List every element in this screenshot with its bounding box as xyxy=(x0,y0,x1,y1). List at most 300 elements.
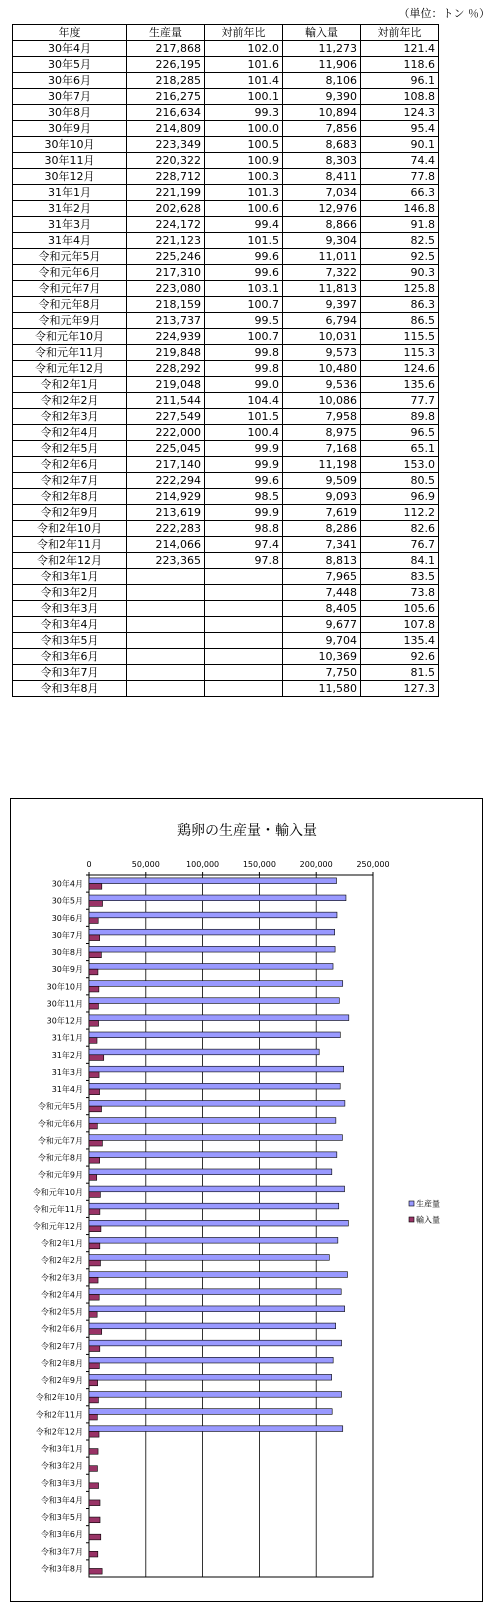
table-row xyxy=(13,665,439,681)
cell-period: 令和3年8月 xyxy=(13,681,127,697)
cell-production-yoy: 104.4 xyxy=(205,393,283,409)
cell-import: 9,573 xyxy=(283,345,361,361)
cell-production-yoy: 99.4 xyxy=(205,217,283,233)
cell-production-yoy: 99.5 xyxy=(205,313,283,329)
cell-import-yoy: 82.6 xyxy=(361,521,439,537)
unit-label: （単位：トン ％） xyxy=(398,7,490,20)
cell-period: 31年4月 xyxy=(13,233,127,249)
bar-import xyxy=(89,1277,98,1283)
bar-import xyxy=(89,1363,99,1369)
cell-period: 30年9月 xyxy=(13,121,127,137)
bar-import xyxy=(89,1089,100,1095)
category-label: 30年12月 xyxy=(46,1016,83,1026)
cell-production-yoy xyxy=(205,633,283,649)
cell-import: 11,813 xyxy=(283,281,361,297)
cell-import: 9,390 xyxy=(283,89,361,105)
cell-production: 202,628 xyxy=(127,201,205,217)
bar-import xyxy=(89,1346,100,1352)
cell-production xyxy=(127,569,205,585)
bar-import xyxy=(89,1466,97,1472)
cell-production-yoy: 98.8 xyxy=(205,521,283,537)
cell-import: 11,906 xyxy=(283,57,361,73)
cell-import-yoy: 89.8 xyxy=(361,409,439,425)
cell-production: 213,619 xyxy=(127,505,205,521)
cell-import-yoy: 84.1 xyxy=(361,553,439,569)
cell-production-yoy: 99.9 xyxy=(205,505,283,521)
cell-production: 223,080 xyxy=(127,281,205,297)
cell-import: 9,704 xyxy=(283,633,361,649)
cell-import-yoy: 107.8 xyxy=(361,617,439,633)
cell-production: 217,140 xyxy=(127,457,205,473)
bar-production xyxy=(89,1374,332,1380)
cell-production-yoy: 97.4 xyxy=(205,537,283,553)
cell-production xyxy=(127,633,205,649)
cell-production: 224,939 xyxy=(127,329,205,345)
bar-import xyxy=(89,1294,99,1300)
x-tick-label: 50,000 xyxy=(131,860,160,869)
cell-import: 9,536 xyxy=(283,377,361,393)
cell-production: 221,123 xyxy=(127,233,205,249)
table-row xyxy=(13,265,439,281)
bar-import xyxy=(89,969,98,975)
bar-import xyxy=(89,952,101,958)
category-label: 30年10月 xyxy=(46,982,83,992)
bar-production xyxy=(89,1323,336,1329)
cell-import: 8,813 xyxy=(283,553,361,569)
table-row xyxy=(13,521,439,537)
legend-label: 生産量 xyxy=(416,1199,440,1209)
cell-production-yoy xyxy=(205,617,283,633)
cell-production: 225,246 xyxy=(127,249,205,265)
cell-import: 11,580 xyxy=(283,681,361,697)
table-row xyxy=(13,585,439,601)
table-row xyxy=(13,473,439,489)
cell-production: 218,159 xyxy=(127,297,205,313)
bar-import xyxy=(89,1243,100,1249)
cell-import: 7,322 xyxy=(283,265,361,281)
cell-period: 令和2年4月 xyxy=(13,425,127,441)
category-label: 令和元年11月 xyxy=(32,1204,83,1214)
cell-production: 221,199 xyxy=(127,185,205,201)
category-label: 令和元年5月 xyxy=(37,1102,83,1112)
cell-production-yoy: 100.7 xyxy=(205,297,283,313)
bar-production xyxy=(89,1169,332,1175)
cell-import: 8,683 xyxy=(283,137,361,153)
cell-import-yoy: 80.5 xyxy=(361,473,439,489)
bar-import xyxy=(89,1209,100,1215)
cell-production-yoy: 97.8 xyxy=(205,553,283,569)
legend-swatch xyxy=(409,1201,414,1206)
cell-import: 11,198 xyxy=(283,457,361,473)
category-label: 31年2月 xyxy=(51,1050,83,1060)
cell-period: 31年3月 xyxy=(13,217,127,233)
category-label: 令和2年10月 xyxy=(35,1393,83,1403)
table-row xyxy=(13,537,439,553)
cell-period: 令和2年1月 xyxy=(13,377,127,393)
table-row xyxy=(13,57,439,73)
bar-import xyxy=(89,1260,100,1266)
cell-production-yoy xyxy=(205,681,283,697)
cell-import-yoy: 77.7 xyxy=(361,393,439,409)
cell-import-yoy: 90.1 xyxy=(361,137,439,153)
cell-production: 223,365 xyxy=(127,553,205,569)
cell-period: 令和2年6月 xyxy=(13,457,127,473)
cell-import-yoy: 90.3 xyxy=(361,265,439,281)
table-row xyxy=(13,185,439,201)
category-label: 30年11月 xyxy=(46,999,83,1009)
cell-production: 217,310 xyxy=(127,265,205,281)
category-label: 30年8月 xyxy=(51,948,83,958)
category-label: 30年9月 xyxy=(51,965,83,975)
bar-production xyxy=(89,1186,345,1192)
cell-period: 令和2年8月 xyxy=(13,489,127,505)
table-row xyxy=(13,505,439,521)
cell-import-yoy: 112.2 xyxy=(361,505,439,521)
cell-import-yoy: 74.4 xyxy=(361,153,439,169)
chart-frame xyxy=(10,798,483,1602)
cell-production-yoy: 101.4 xyxy=(205,73,283,89)
cell-import-yoy: 153.0 xyxy=(361,457,439,473)
cell-period: 令和元年12月 xyxy=(13,361,127,377)
x-tick-label: 200,000 xyxy=(299,860,333,869)
cell-production-yoy: 99.9 xyxy=(205,457,283,473)
cell-production-yoy: 100.5 xyxy=(205,137,283,153)
cell-import-yoy: 76.7 xyxy=(361,537,439,553)
table-row xyxy=(13,169,439,185)
bar-import xyxy=(89,1192,100,1198)
bar-production xyxy=(89,1135,342,1141)
bar-import xyxy=(89,918,98,924)
cell-import-yoy: 108.8 xyxy=(361,89,439,105)
header-import: 輸入量 xyxy=(283,25,361,41)
cell-import: 9,093 xyxy=(283,489,361,505)
cell-import-yoy: 146.8 xyxy=(361,201,439,217)
category-label: 令和2年12月 xyxy=(35,1427,83,1437)
cell-period: 令和2年7月 xyxy=(13,473,127,489)
cell-period: 令和元年6月 xyxy=(13,265,127,281)
bar-production xyxy=(89,1066,344,1072)
cell-production: 224,172 xyxy=(127,217,205,233)
cell-import-yoy: 125.8 xyxy=(361,281,439,297)
table-row xyxy=(13,217,439,233)
cell-period: 令和2年3月 xyxy=(13,409,127,425)
cell-production xyxy=(127,585,205,601)
category-label: 30年4月 xyxy=(51,879,83,889)
bar-production xyxy=(89,1289,341,1295)
cell-import: 9,509 xyxy=(283,473,361,489)
table-row xyxy=(13,89,439,105)
cell-production-yoy: 101.5 xyxy=(205,409,283,425)
table-row xyxy=(13,281,439,297)
cell-production: 222,283 xyxy=(127,521,205,537)
category-label: 令和元年8月 xyxy=(37,1153,83,1163)
cell-period: 30年6月 xyxy=(13,73,127,89)
cell-production-yoy: 100.7 xyxy=(205,329,283,345)
x-tick-label: 0 xyxy=(86,860,92,869)
bar-import xyxy=(89,1312,97,1318)
bar-import xyxy=(89,1414,97,1420)
table-row xyxy=(13,601,439,617)
cell-production-yoy: 100.1 xyxy=(205,89,283,105)
bar-production xyxy=(89,878,336,884)
cell-production-yoy: 99.0 xyxy=(205,377,283,393)
category-label: 令和3年5月 xyxy=(40,1513,83,1523)
cell-period: 令和元年10月 xyxy=(13,329,127,345)
table-row xyxy=(13,569,439,585)
table-row xyxy=(13,345,439,361)
cell-production: 213,737 xyxy=(127,313,205,329)
bar-import xyxy=(89,1175,97,1181)
category-label: 令和2年3月 xyxy=(40,1273,83,1283)
table-row xyxy=(13,41,439,57)
bar-production xyxy=(89,895,346,901)
cell-production-yoy: 100.3 xyxy=(205,169,283,185)
bar-import xyxy=(89,1329,102,1335)
category-label: 30年6月 xyxy=(51,913,83,923)
cell-period: 30年12月 xyxy=(13,169,127,185)
cell-period: 令和3年1月 xyxy=(13,569,127,585)
cell-import-yoy: 65.1 xyxy=(361,441,439,457)
category-label: 令和3年1月 xyxy=(40,1444,83,1454)
cell-production-yoy: 99.9 xyxy=(205,441,283,457)
cell-import: 9,397 xyxy=(283,297,361,313)
table-header-row xyxy=(13,25,439,41)
cell-import-yoy: 118.6 xyxy=(361,57,439,73)
bar-production xyxy=(89,1100,345,1106)
bar-production xyxy=(89,912,337,918)
header-production-yoy: 対前年比 xyxy=(205,25,283,41)
cell-period: 30年8月 xyxy=(13,105,127,121)
category-label: 31年4月 xyxy=(51,1085,83,1095)
cell-period: 令和元年9月 xyxy=(13,313,127,329)
header-production: 生産量 xyxy=(127,25,205,41)
cell-production-yoy: 99.6 xyxy=(205,265,283,281)
cell-production-yoy: 99.8 xyxy=(205,361,283,377)
table-row xyxy=(13,233,439,249)
cell-period: 令和2年11月 xyxy=(13,537,127,553)
cell-production: 214,066 xyxy=(127,537,205,553)
table-row xyxy=(13,377,439,393)
category-label: 令和2年9月 xyxy=(40,1376,83,1386)
cell-import: 8,405 xyxy=(283,601,361,617)
cell-import-yoy: 77.8 xyxy=(361,169,439,185)
table-row xyxy=(13,457,439,473)
bar-import xyxy=(89,901,103,907)
bar-import xyxy=(89,1397,98,1403)
cell-import-yoy: 92.6 xyxy=(361,649,439,665)
cell-period: 令和元年7月 xyxy=(13,281,127,297)
cell-production: 228,292 xyxy=(127,361,205,377)
header-period: 年度 xyxy=(13,25,127,41)
bar-production xyxy=(89,1272,347,1278)
table-row xyxy=(13,153,439,169)
table-row xyxy=(13,297,439,313)
cell-production xyxy=(127,601,205,617)
cell-import-yoy: 86.3 xyxy=(361,297,439,313)
category-label: 令和元年7月 xyxy=(37,1136,83,1146)
table-row xyxy=(13,553,439,569)
cell-import: 8,303 xyxy=(283,153,361,169)
cell-import: 12,976 xyxy=(283,201,361,217)
cell-period: 令和3年3月 xyxy=(13,601,127,617)
cell-import: 10,369 xyxy=(283,649,361,665)
category-label: 令和3年6月 xyxy=(40,1530,83,1540)
cell-production-yoy: 99.6 xyxy=(205,249,283,265)
cell-period: 30年4月 xyxy=(13,41,127,57)
cell-period: 令和3年4月 xyxy=(13,617,127,633)
legend-swatch xyxy=(409,1217,414,1222)
bar-production xyxy=(89,929,335,935)
bar-import xyxy=(89,1140,102,1146)
bar-production xyxy=(89,1255,329,1261)
cell-import-yoy: 124.6 xyxy=(361,361,439,377)
bar-production xyxy=(89,1032,340,1038)
cell-production: 228,712 xyxy=(127,169,205,185)
cell-import: 7,965 xyxy=(283,569,361,585)
cell-period: 令和元年11月 xyxy=(13,345,127,361)
table-row xyxy=(13,489,439,505)
table-row xyxy=(13,361,439,377)
table-row xyxy=(13,681,439,697)
cell-production: 219,848 xyxy=(127,345,205,361)
cell-production: 217,868 xyxy=(127,41,205,57)
bar-import xyxy=(89,986,99,992)
cell-production xyxy=(127,649,205,665)
cell-production-yoy: 99.3 xyxy=(205,105,283,121)
cell-production: 227,549 xyxy=(127,409,205,425)
bar-import xyxy=(89,884,102,890)
bar-import xyxy=(89,1431,99,1437)
cell-production-yoy: 100.6 xyxy=(205,201,283,217)
x-tick-label: 150,000 xyxy=(242,860,276,869)
cell-import-yoy: 66.3 xyxy=(361,185,439,201)
category-label: 令和2年1月 xyxy=(40,1239,83,1249)
cell-production-yoy: 102.0 xyxy=(205,41,283,57)
cell-import: 8,411 xyxy=(283,169,361,185)
cell-import-yoy: 96.9 xyxy=(361,489,439,505)
legend-label: 輸入量 xyxy=(416,1215,440,1225)
table-row xyxy=(13,441,439,457)
category-label: 令和元年6月 xyxy=(37,1119,83,1129)
cell-production-yoy: 99.6 xyxy=(205,473,283,489)
cell-period: 令和2年2月 xyxy=(13,393,127,409)
cell-period: 令和3年5月 xyxy=(13,633,127,649)
cell-import-yoy: 115.5 xyxy=(361,329,439,345)
cell-period: 31年2月 xyxy=(13,201,127,217)
bar-production xyxy=(89,1357,333,1363)
category-label: 令和3年7月 xyxy=(40,1547,83,1557)
cell-import: 7,341 xyxy=(283,537,361,553)
cell-import: 11,011 xyxy=(283,249,361,265)
cell-period: 30年7月 xyxy=(13,89,127,105)
bar-production xyxy=(89,1220,348,1226)
cell-production-yoy xyxy=(205,601,283,617)
cell-period: 令和3年2月 xyxy=(13,585,127,601)
cell-production: 223,349 xyxy=(127,137,205,153)
cell-production-yoy: 101.6 xyxy=(205,57,283,73)
cell-import-yoy: 95.4 xyxy=(361,121,439,137)
cell-import-yoy: 96.5 xyxy=(361,425,439,441)
bar-production xyxy=(89,946,335,952)
category-label: 令和2年8月 xyxy=(40,1358,83,1368)
category-label: 31年3月 xyxy=(51,1067,83,1077)
bar-import xyxy=(89,1123,97,1129)
cell-import: 11,273 xyxy=(283,41,361,57)
cell-import: 8,106 xyxy=(283,73,361,89)
cell-import-yoy: 135.4 xyxy=(361,633,439,649)
chart-title: 鶏卵の生産量・輸入量 xyxy=(177,823,317,839)
cell-period: 30年10月 xyxy=(13,137,127,153)
cell-production-yoy: 100.4 xyxy=(205,425,283,441)
cell-production: 222,000 xyxy=(127,425,205,441)
bar-production xyxy=(89,1049,319,1055)
category-label: 令和元年10月 xyxy=(32,1187,83,1197)
category-label: 令和2年5月 xyxy=(40,1307,83,1317)
category-label: 令和3年2月 xyxy=(40,1461,83,1471)
cell-import: 6,794 xyxy=(283,313,361,329)
category-label: 令和2年4月 xyxy=(40,1290,83,1300)
bar-production xyxy=(89,1237,338,1243)
cell-production-yoy: 100.9 xyxy=(205,153,283,169)
bar-import xyxy=(89,1483,99,1489)
cell-production-yoy: 98.5 xyxy=(205,489,283,505)
cell-production xyxy=(127,617,205,633)
cell-import: 9,677 xyxy=(283,617,361,633)
bar-production xyxy=(89,1340,342,1346)
x-tick-label: 250,000 xyxy=(356,860,390,869)
category-label: 31年1月 xyxy=(51,1033,83,1043)
category-label: 令和元年12月 xyxy=(32,1222,83,1231)
table-row xyxy=(13,633,439,649)
table-row xyxy=(13,249,439,265)
cell-import-yoy: 92.5 xyxy=(361,249,439,265)
cell-production: 216,275 xyxy=(127,89,205,105)
table-row xyxy=(13,121,439,137)
cell-import-yoy: 73.8 xyxy=(361,585,439,601)
cell-production-yoy: 101.5 xyxy=(205,233,283,249)
category-label: 令和2年7月 xyxy=(40,1341,83,1351)
x-tick-label: 100,000 xyxy=(186,860,220,869)
cell-production-yoy xyxy=(205,665,283,681)
cell-import-yoy: 96.1 xyxy=(361,73,439,89)
bar-production xyxy=(89,981,343,987)
category-label: 令和2年6月 xyxy=(40,1324,83,1334)
cell-period: 30年5月 xyxy=(13,57,127,73)
cell-import: 10,086 xyxy=(283,393,361,409)
bar-import xyxy=(89,1449,98,1455)
bar-import xyxy=(89,1055,104,1061)
cell-production: 214,809 xyxy=(127,121,205,137)
cell-import: 7,750 xyxy=(283,665,361,681)
category-label: 令和2年11月 xyxy=(35,1410,83,1420)
category-label: 30年7月 xyxy=(51,930,83,940)
table-row xyxy=(13,617,439,633)
cell-period: 令和2年10月 xyxy=(13,521,127,537)
bar-production xyxy=(89,1306,345,1312)
cell-period: 令和2年9月 xyxy=(13,505,127,521)
cell-import: 8,866 xyxy=(283,217,361,233)
cell-import-yoy: 91.8 xyxy=(361,217,439,233)
table-row xyxy=(13,73,439,89)
table-row xyxy=(13,425,439,441)
cell-production: 222,294 xyxy=(127,473,205,489)
cell-import-yoy: 105.6 xyxy=(361,601,439,617)
cell-production: 214,929 xyxy=(127,489,205,505)
cell-import: 7,448 xyxy=(283,585,361,601)
cell-import: 7,034 xyxy=(283,185,361,201)
category-label: 30年5月 xyxy=(51,896,83,906)
cell-production: 225,045 xyxy=(127,441,205,457)
